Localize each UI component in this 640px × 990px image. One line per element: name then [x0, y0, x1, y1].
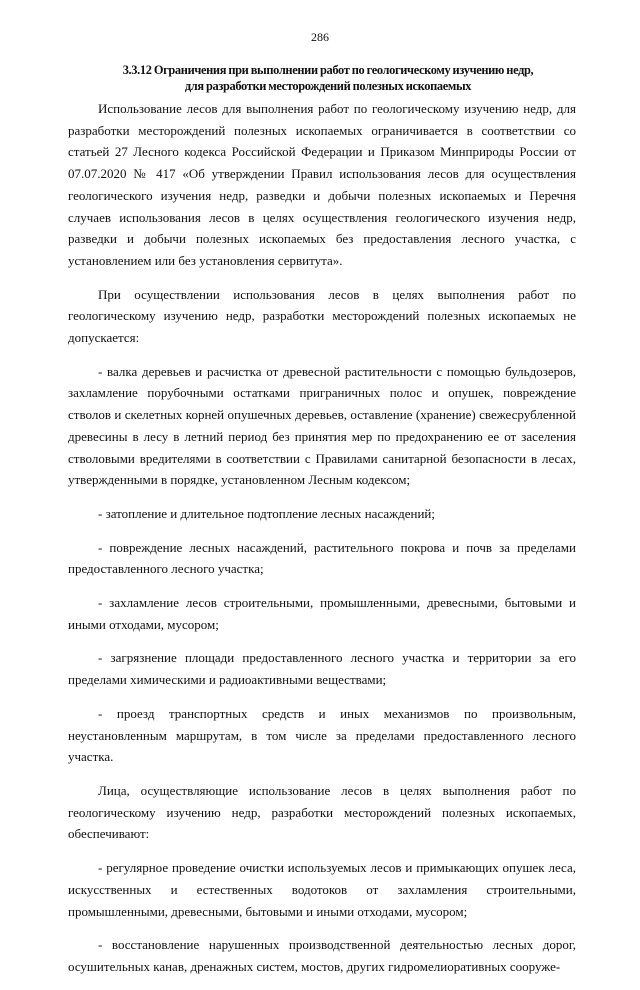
section-heading: [88, 62, 568, 94]
list-item-prohibited-littering: - захламление лесов строительными, промышленными, древесными, бытовыми и иными отходами, мусором;: [68, 595, 576, 632]
section-heading-line-1: 3.3.12 Ограничения при выполнении работ по геологическому изучению недр,: [122, 63, 534, 77]
paragraph-intro: Использование лесов для выполнения работ по геологическому изучению недр, для разработки месторождений полезных ископаемых ограничивается в соответствии со статьей 27 Лесного кодекса Российской Федерации и Приказом Минприроды России от 07.07.2020 № 417 «Об утверждении Правил использования лесов для осуществления геологического изучения недр, разведки и добычи полезных ископаемых и Перечня случаев использования лесов в целях осуществления геологического изучения недр, разведки и добычи полезных ископаемых без предоставления лесного участка, с установлением или без установления сервитута».: [68, 101, 576, 268]
page-number: 286: [311, 30, 329, 44]
list-item-prohibited-felling: - валка деревьев и расчистка от древесной растительности с помощью бульдозеров, захламление порубочными остатками приграничных полос и опушек, повреждение стволов и скелетных корней опушечных деревьев, оставление (хранение) свежесрубленной древесины в лесу в летний период без принятия мер по предохранению ее от заселения стволовыми вредителями в соответствии с Правилами санитарной безопасности в лесах, утвержденными в порядке, установленном Лесным кодексом;: [68, 363, 576, 488]
section-heading-line-2: для разработки месторождений полезных ископаемых: [184, 79, 472, 93]
body-text: [68, 98, 576, 990]
paragraph-prohibited-intro: При осуществлении использования лесов в целях выполнения работ по геологическому изучению недр, разработки месторождений полезных ископаемых не допускается:: [68, 286, 576, 346]
list-item-obligation-cleaning: - регулярное проведение очистки используемых лесов и примыкающих опушек леса, искусственных и естественных водотоков от захламления строительными, промышленными, древесными, бытовыми и иными отходами, мусором;: [68, 860, 576, 919]
paragraph-obligations-intro: Лица, осуществляющие использование лесов в целях выполнения работ по геологическому изучению недр, разработки месторождений полезных ископаемых, обеспечивают:: [68, 782, 576, 842]
list-item-prohibited-pollution: - загрязнение площади предоставленного лесного участка и территории за его пределами химическими и радиоактивными веществами;: [68, 650, 576, 688]
list-item-prohibited-damage: - повреждение лесных насаждений, растительного покрова и почв за пределами предоставленного лесного участка;: [68, 539, 576, 577]
list-item-prohibited-flooding: - затопление и длительное подтопление лесных насаждений;: [98, 505, 435, 521]
list-item-prohibited-vehicles: - проезд транспортных средств и иных механизмов по произвольным, неустановленным маршрутам, в том числе за пределами предоставленного лесного участка.: [68, 705, 576, 765]
list-item-obligation-restoration: - восстановление нарушенных производственной деятельностью лесных дорог, осушительных канав, дренажных систем, мостов, других гидромелиоративных сооруже-: [68, 937, 576, 974]
